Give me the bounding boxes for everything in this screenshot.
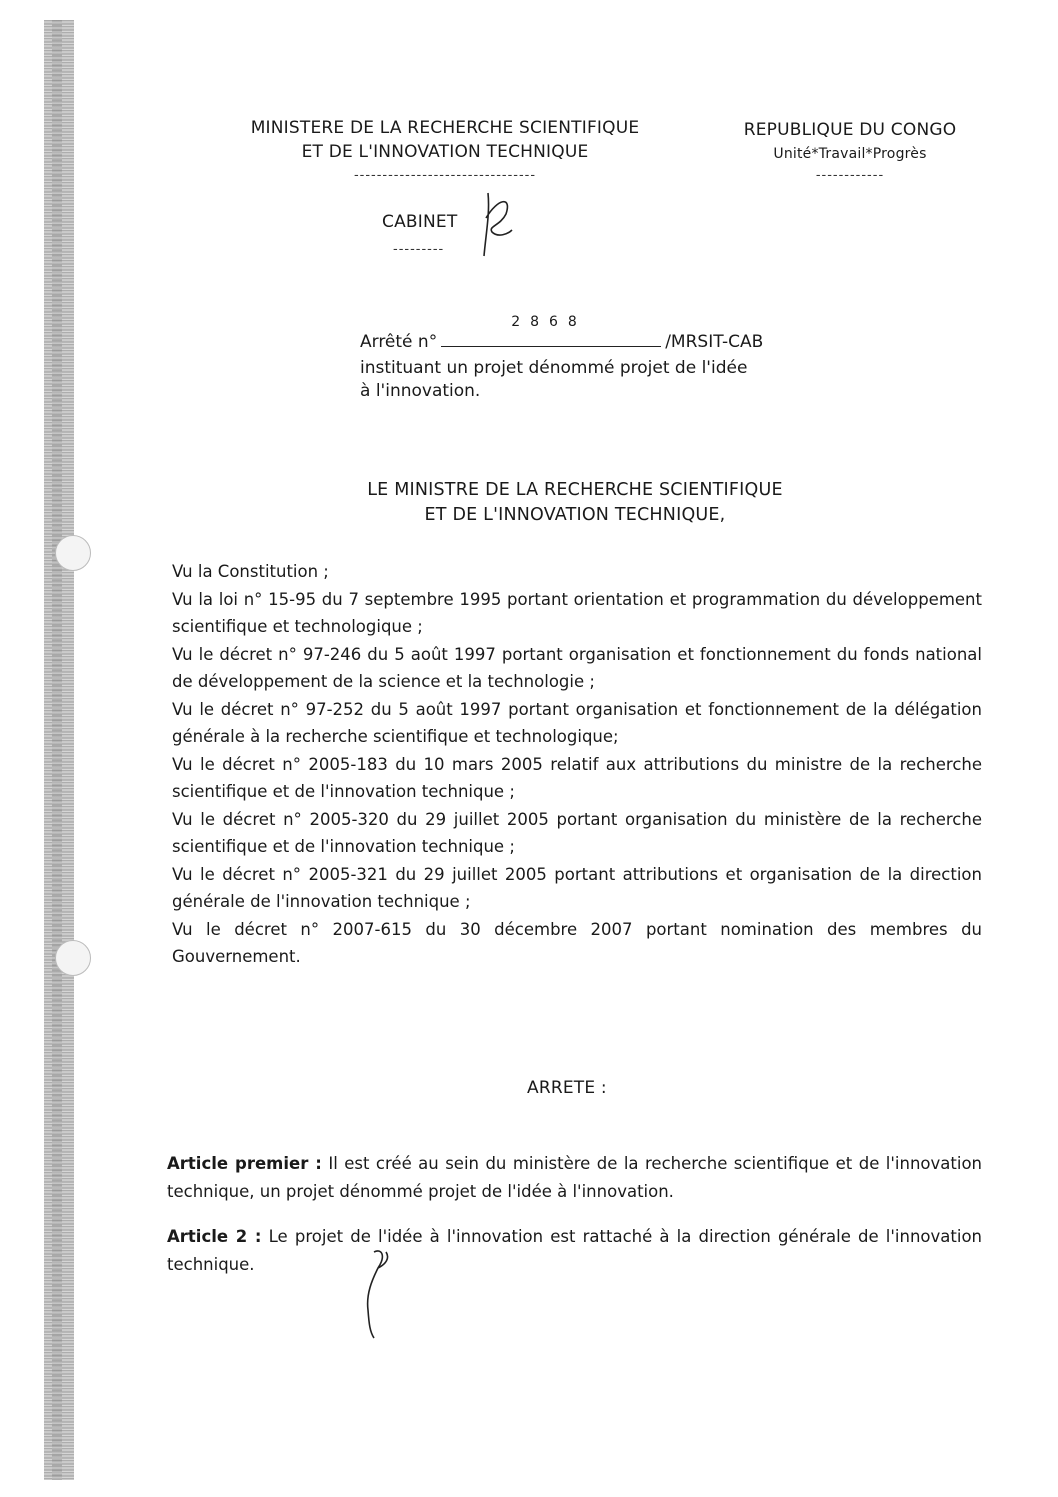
ministry-line-1: MINISTERE DE LA RECHERCHE SCIENTIFIQUE bbox=[250, 118, 640, 138]
paraph-signature bbox=[360, 1246, 400, 1342]
arrete-heading: ARRETE : bbox=[527, 1078, 607, 1098]
minister-line-2: ET DE L'INNOVATION TECHNIQUE, bbox=[424, 505, 726, 525]
arrete-suffix: /MRSIT-CAB bbox=[665, 332, 764, 352]
consideration-item: Vu le décret n° 2005-321 du 29 juillet 2005 portant attributions et organisation de la direction générale de l'innovation technique ; bbox=[172, 864, 982, 911]
arrete-subject-line-2: à l'innovation. bbox=[360, 381, 481, 401]
consideration-item: Vu le décret n° 97-246 du 5 août 1997 portant organisation et fonctionnement du fonds national de développement de la science et la technologie ; bbox=[172, 644, 982, 691]
minister-title bbox=[300, 480, 850, 525]
minister-line-1: LE MINISTRE DE LA RECHERCHE SCIENTIFIQUE bbox=[367, 480, 783, 500]
articles bbox=[167, 1150, 982, 1278]
consideration-item: Vu la Constitution ; bbox=[172, 562, 329, 581]
country-name: REPUBLIQUE DU CONGO bbox=[743, 120, 957, 140]
arrete-number-line bbox=[360, 314, 820, 352]
article-2-text: Le projet de l'idée à l'innovation est rattaché à la direction générale de l'innovation technique. bbox=[167, 1227, 983, 1274]
arrete-subject-line-1: instituant un projet dénommé projet de l'idée bbox=[360, 358, 748, 378]
consideration-item: Vu la loi n° 15-95 du 7 septembre 1995 portant orientation et programmation du développement scientifique et technologique ; bbox=[172, 589, 982, 636]
ministry-header bbox=[195, 118, 695, 183]
cabinet-label: CABINET bbox=[382, 212, 458, 232]
arrete-reference bbox=[360, 314, 820, 401]
republic-separator: ------------ bbox=[815, 168, 885, 183]
consideration-item: Vu le décret n° 97-252 du 5 août 1997 portant organisation et fonctionnement de la délégation générale à la recherche scientifique et technologique; bbox=[172, 699, 982, 746]
article-2 bbox=[167, 1223, 982, 1278]
country-motto: Unité*Travail*Progrès bbox=[773, 146, 927, 162]
consideration-item: Vu le décret n° 2005-320 du 29 juillet 2005 portant organisation du ministère de la recherche scientifique et de l'innovation technique ; bbox=[172, 809, 982, 856]
article-2-label: Article 2 : bbox=[167, 1227, 262, 1246]
article-1-label: Article premier : bbox=[167, 1154, 322, 1173]
punch-hole bbox=[55, 535, 91, 571]
cabinet-separator: --------- bbox=[393, 242, 445, 257]
article-1 bbox=[167, 1150, 982, 1205]
binding-strip bbox=[44, 20, 74, 1480]
initials-signature bbox=[478, 188, 518, 260]
arrete-number-blank bbox=[441, 330, 661, 347]
article-1-text: Il est créé au sein du ministère de la recherche scientifique et de l'innovation technique, un projet dénommé projet de l'idée à l'innovation. bbox=[167, 1154, 982, 1201]
punch-hole bbox=[55, 940, 91, 976]
consideration-item: Vu le décret n° 2007-615 du 30 décembre 2007 portant nomination des membres du Gouvernement. bbox=[172, 919, 982, 966]
arrete-number: 2868 bbox=[511, 314, 587, 330]
arrete-prefix: Arrêté n° bbox=[360, 332, 438, 352]
considerations-list bbox=[172, 558, 982, 971]
consideration-item: Vu le décret n° 2005-183 du 10 mars 2005 relatif aux attributions du ministre de la recherche scientifique et de l'innovation technique ; bbox=[172, 754, 982, 801]
ministry-separator: -------------------------------- bbox=[353, 168, 537, 183]
ministry-line-2: ET DE L'INNOVATION TECHNIQUE bbox=[301, 142, 589, 162]
republic-header bbox=[715, 120, 985, 183]
